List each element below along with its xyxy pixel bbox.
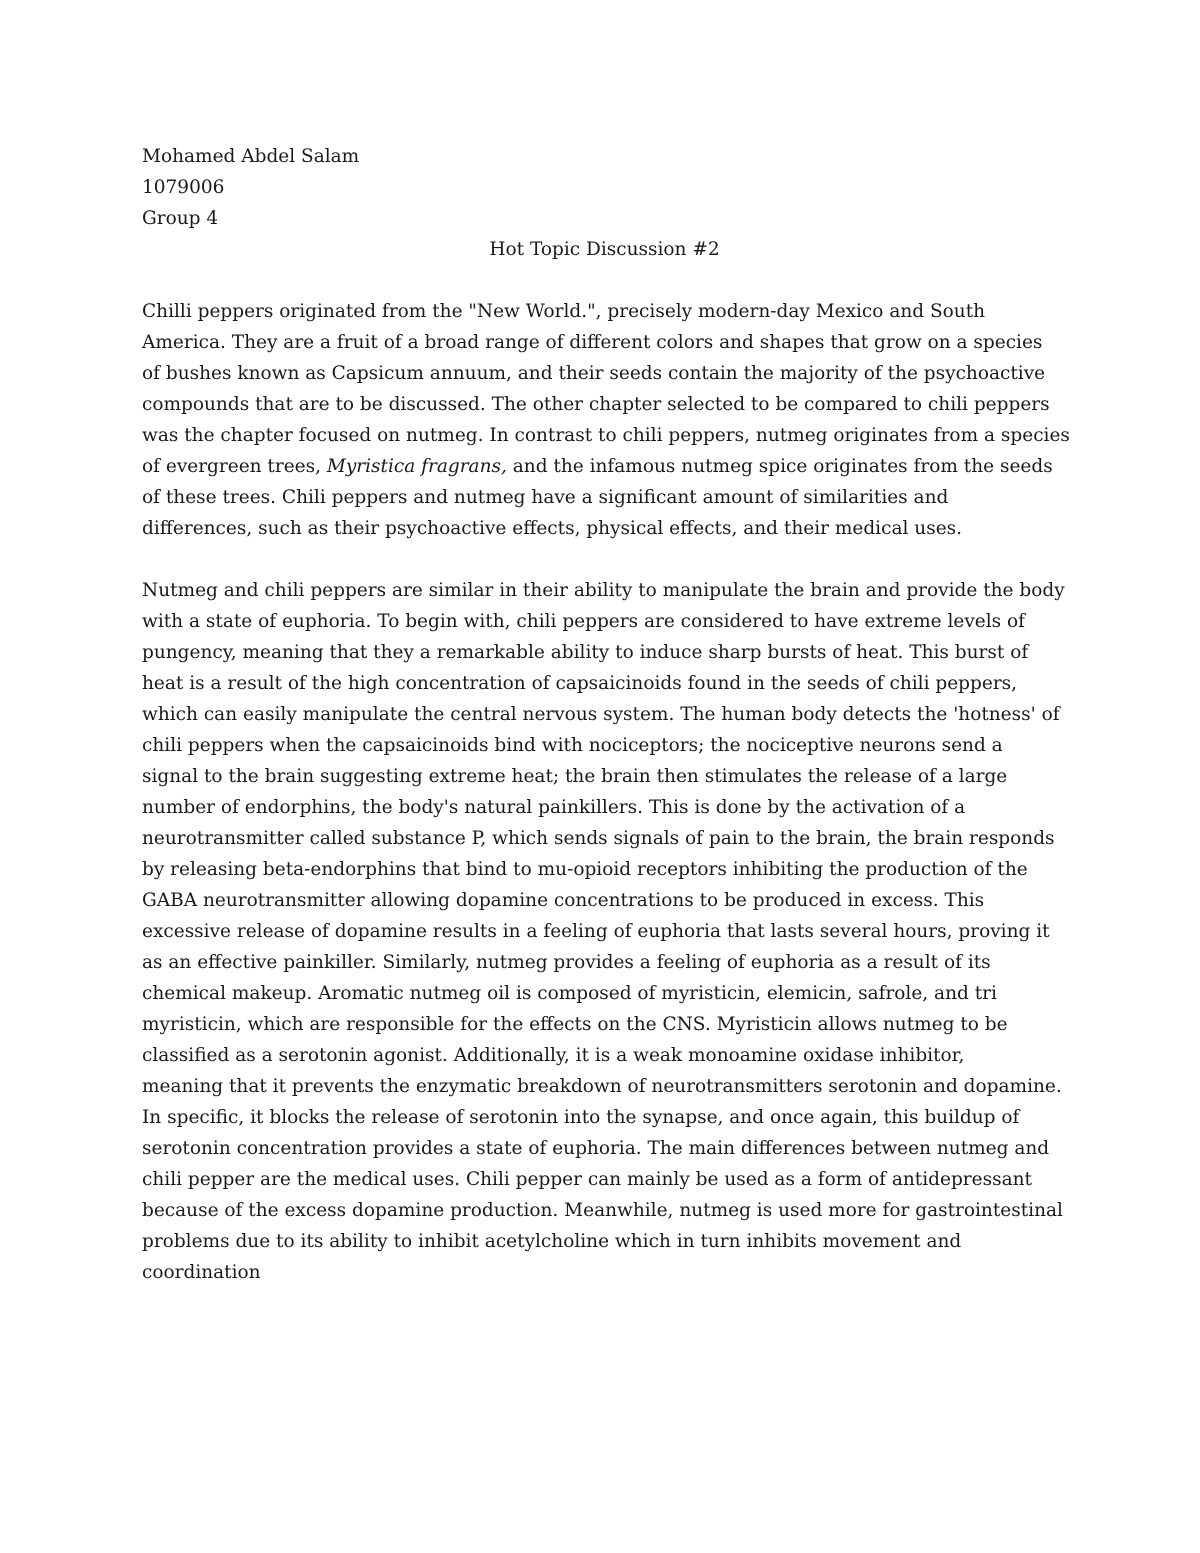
paragraph-line: as an effective painkiller. Similarly, nutmeg provides a feeling of euphoria as a result of its <box>142 952 991 973</box>
line-text: and the infamous nutmeg spice originates from the seeds <box>506 456 1053 477</box>
paragraph-line: chili peppers when the capsaicinoids bind with nociceptors; the nociceptive neurons send a <box>142 735 1003 756</box>
species-name-italic: Myristica fragrans, <box>326 456 507 477</box>
student-id: 1079006 <box>142 177 225 198</box>
paragraph-line: America. They are a fruit of a broad range of different colors and shapes that grow on a species <box>142 332 1043 353</box>
paragraph-line: differences, such as their psychoactive effects, physical effects, and their medical uses. <box>142 518 963 539</box>
paragraph-line: meaning that it prevents the enzymatic breakdown of neurotransmitters serotonin and dopamine. <box>142 1076 1062 1097</box>
paragraph-line: by releasing beta-endorphins that bind to mu-opioid receptors inhibiting the production of the <box>142 859 1028 880</box>
paragraph-line: Nutmeg and chili peppers are similar in their ability to manipulate the brain and provide the body <box>142 580 1065 601</box>
paragraph-line: compounds that are to be discussed. The other chapter selected to be compared to chili peppers <box>142 394 1050 415</box>
paragraph-line: of bushes known as Capsicum annuum, and their seeds contain the majority of the psychoactive <box>142 363 1046 384</box>
paragraph-line: Chilli peppers originated from the "New World.", precisely modern-day Mexico and South <box>142 301 986 322</box>
paragraph-line: number of endorphins, the body's natural painkillers. This is done by the activation of a <box>142 797 966 818</box>
paragraph-line: GABA neurotransmitter allowing dopamine concentrations to be produced in excess. This <box>142 890 985 911</box>
paragraph-line <box>142 451 1067 482</box>
paragraph-line: with a state of euphoria. To begin with, chili peppers are considered to have extreme levels of <box>142 611 1025 632</box>
paragraph-line: heat is a result of the high concentration of capsaicinoids found in the seeds of chili peppers, <box>142 673 1018 694</box>
line-text: of evergreen trees, <box>142 456 327 477</box>
paragraph-line: In specific, it blocks the release of serotonin into the synapse, and once again, this buildup of <box>142 1107 1020 1128</box>
paragraph-line: classified as a serotonin agonist. Additionally, it is a weak monoamine oxidase inhibitor, <box>142 1045 965 1066</box>
spacer <box>142 265 1067 296</box>
paragraph-line: because of the excess dopamine production. Meanwhile, nutmeg is used more for gastrointestinal <box>142 1200 1063 1221</box>
paragraph-line: coordination <box>142 1262 261 1283</box>
paragraph-line: was the chapter focused on nutmeg. In contrast to chili peppers, nutmeg originates from a species <box>142 425 1070 446</box>
paragraph-2 <box>142 575 1067 1288</box>
author-name: Mohamed Abdel Salam <box>142 146 360 167</box>
paragraph-line: excessive release of dopamine results in a feeling of euphoria that lasts several hours, proving it <box>142 921 1050 942</box>
paragraph-1 <box>142 296 1070 544</box>
paragraph-line: of these trees. Chili peppers and nutmeg have a significant amount of similarities and <box>142 487 949 508</box>
paragraph-line: serotonin concentration provides a state of euphoria. The main differences between nutmeg and <box>142 1138 1050 1159</box>
spacer <box>142 544 1067 575</box>
paragraph-line: chili pepper are the medical uses. Chili pepper can mainly be used as a form of antidepressant <box>142 1169 1032 1190</box>
paragraph-line: neurotransmitter called substance P, which sends signals of pain to the brain, the brain responds <box>142 828 1055 849</box>
paragraph-line: myristicin, which are responsible for the effects on the CNS. Myristicin allows nutmeg to be <box>142 1014 1008 1035</box>
paragraph-line: signal to the brain suggesting extreme heat; the brain then stimulates the release of a large <box>142 766 1008 787</box>
paragraph-line: chemical makeup. Aromatic nutmeg oil is composed of myristicin, elemicin, safrole, and tri <box>142 983 997 1004</box>
document-title: Hot Topic Discussion #2 <box>489 239 720 260</box>
paragraph-line: problems due to its ability to inhibit acetylcholine which in turn inhibits movement and <box>142 1231 962 1252</box>
paragraph-line: pungency, meaning that they a remarkable ability to induce sharp bursts of heat. This burst of <box>142 642 1029 663</box>
document-body <box>142 141 1070 1288</box>
paragraph-line: which can easily manipulate the central nervous system. The human body detects the 'hotness' of <box>142 704 1060 725</box>
group-label: Group 4 <box>142 208 219 229</box>
